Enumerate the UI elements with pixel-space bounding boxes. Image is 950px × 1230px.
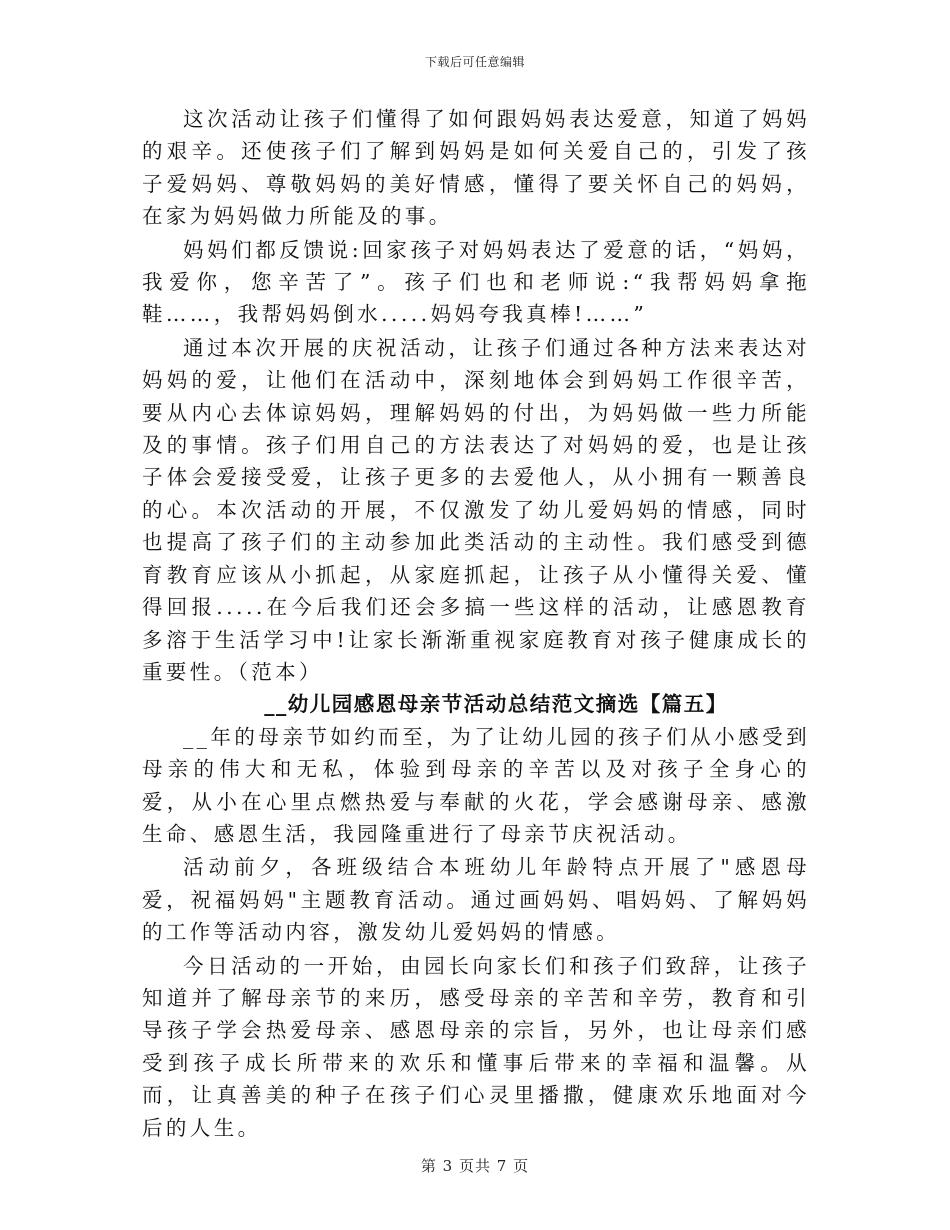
section-paragraph-2: 活动前夕，各班级结合本班幼儿年龄特点开展了"感恩母爱，祝福妈妈"主题教育活动。通过画妈妈、唱妈妈、了解妈妈的工作等活动内容，激发幼儿爱妈妈的情感。 [142, 855, 810, 945]
document-body [142, 103, 810, 1144]
paragraph-2: 妈妈们都反馈说:回家孩子对妈妈表达了爱意的话，“妈妈，我爱你，您辛苦了”。孩子们也和老师说:“我帮妈妈拿拖鞋……，我帮妈妈倒水.....妈妈夸我真棒!……” [142, 237, 810, 327]
page-header: 下载后可任意编辑 [424, 55, 525, 69]
section-title: __幼儿园感恩母亲节活动总结范文摘选【篇五】 [264, 692, 728, 717]
section-paragraph-1: __年的母亲节如约而至，为了让幼儿园的孩子们从小感受到母亲的伟大和无私，体验到母亲的辛苦以及对孩子全身心的爱，从小在心里点燃热爱与奉献的火花，学会感谢母亲、感激生命、感恩生活，我园隆重进行了母亲节庆祝活动。 [142, 724, 810, 846]
paragraph-1: 这次活动让孩子们懂得了如何跟妈妈表达爱意，知道了妈妈的艰辛。还使孩子们了解到妈妈是如何关爱自己的，引发了孩子爱妈妈、尊敬妈妈的美好情感，懂得了要关怀自己的妈妈，在家为妈妈做力所能及的事。 [142, 107, 810, 229]
paragraph-3: 通过本次开展的庆祝活动，让孩子们通过各种方法来表达对妈妈的爱，让他们在活动中，深刻地体会到妈妈工作很辛苦，要从内心去体谅妈妈，理解妈妈的付出，为妈妈做一些力所能及的事情。孩子们用自己的方法表达了对妈妈的爱，也是让孩子体会爱接受爱，让孩子更多的去爱他人，从小拥有一颗善良的心。本次活动的开展，不仅激发了幼儿爱妈妈的情感，同时也提高了孩子们的主动参加此类活动的主动性。我们感受到德育教育应该从小抓起，从家庭抓起，让孩子从小懂得关爱、懂得回报.....在今后我们还会多搞一些这样的活动，让感恩教育多溶于生活学习中!让家长渐渐重视家庭教育对孩子健康成长的重要性。（范本） [142, 335, 810, 684]
page-footer: 第 3 页共 7 页 [420, 1157, 530, 1175]
section-paragraph-3: 今日活动的一开始，由园长向家长们和孩子们致辞，让孩子知道并了解母亲节的来历，感受母亲的辛苦和辛劳，教育和引导孩子学会热爱母亲、感恩母亲的宗旨，另外，也让母亲们感受到孩子成长所带来的欢乐和懂事后带来的幸福和温馨。从而，让真善美的种子在孩子们心灵里播撒，健康欢乐地面对今后的人生。 [142, 953, 810, 1140]
